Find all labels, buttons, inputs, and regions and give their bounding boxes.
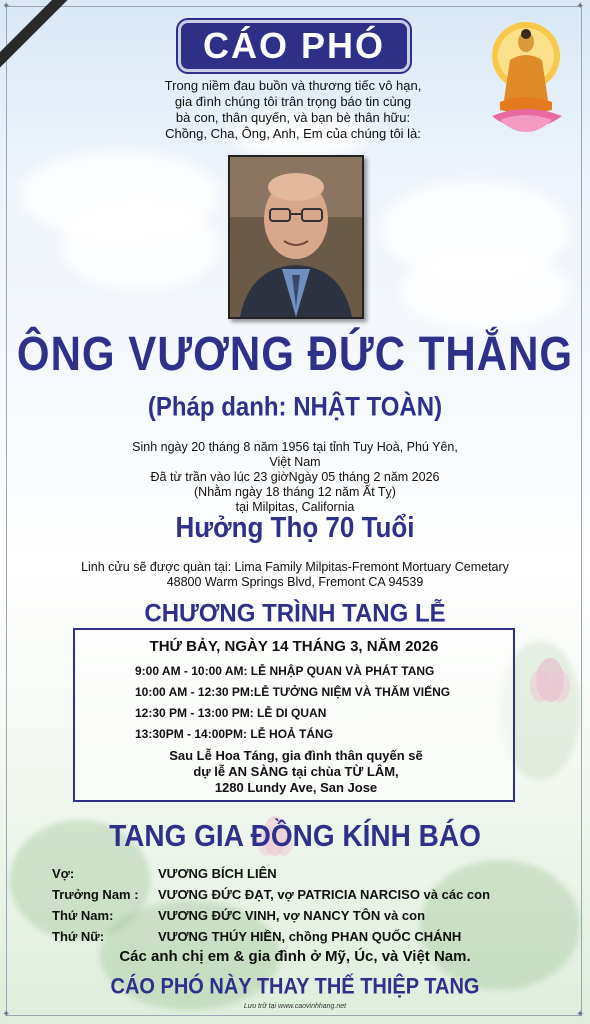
family-member [52, 908, 425, 923]
life-line: tại Milpitas, California [235, 500, 355, 514]
age-heading: Hưởng Thọ 70 Tuổi [175, 510, 415, 544]
family-names: VƯƠNG ĐỨC VINH, vợ NANCY TÔN và con [158, 908, 426, 923]
burial-line: 48800 Warm Springs Blvd, Fremont CA 94539 [166, 575, 424, 589]
family-member [52, 887, 490, 902]
program-date: THỨ BẢY, NGÀY 14 THÁNG 3, NĂM 2026 [149, 638, 439, 655]
family-role: Vợ: [52, 866, 75, 881]
note-line: dự lễ AN SÀNG tại chùa TỪ LÂM, [193, 764, 399, 779]
family-names: VƯƠNG ĐỨC ĐẠT, vợ PATRICIA NARCISO và các con [158, 887, 491, 902]
corner-ornament-icon: ✦ [2, 1009, 11, 1020]
life-details [120, 440, 470, 515]
family-names: VƯƠNG THÚY HIỀN, chồng PHAN QUỐC CHÁNH [158, 929, 462, 944]
family-names: VƯƠNG BÍCH LIÊN [158, 866, 277, 881]
note-line: 1280 Lundy Ave, San Jose [214, 780, 378, 795]
life-line: Đã từ trần vào lúc 23 giờNgày 05 tháng 2 năm 2026 [150, 470, 440, 484]
family-member [52, 929, 461, 944]
life-line: Sinh ngày 20 tháng 8 năm 1956 tại tỉnh Tuy Hoà, Phú Yên, Việt Nam [132, 440, 458, 469]
program-box [73, 628, 515, 802]
deceased-name: ÔNG VƯƠNG ĐỨC THẮNG [16, 326, 574, 381]
page-title: CÁO PHÓ [202, 25, 385, 66]
intro-line: gia đình chúng tôi trân trọng báo tin cùng [174, 94, 412, 109]
intro-line: Trong niềm đau buồn và thương tiếc vô hạn, [164, 78, 422, 93]
corner-ornament-icon: ✦ [576, 1, 585, 12]
burial-line: Linh cửu sẽ được quàn tại: Lima Family Milpitas-Fremont Mortuary Cemetary [81, 560, 509, 574]
relatives-line: Các anh chị em & gia đình ở Mỹ, Úc, và Việt Nam. [119, 948, 471, 965]
family-role: Thứ Nữ: [52, 929, 105, 944]
footer-notice: CÁO PHÓ NÀY THAY THẾ THIỆP TANG [110, 974, 480, 1000]
family-role: Trưởng Nam : [52, 887, 139, 902]
family-member [52, 866, 277, 881]
burial-location [40, 560, 550, 590]
corner-ornament-icon: ✦ [2, 1, 11, 12]
intro-text [120, 78, 466, 142]
note-line: Sau Lễ Hoa Táng, gia đình thân quyến sẽ [169, 748, 423, 763]
program-item: 9:00 AM - 10:00 AM: LỄ NHẬP QUAN VÀ PHÁT TANG [135, 664, 435, 678]
program-item: 12:30 PM - 13:00 PM: LỄ DI QUAN [135, 706, 327, 720]
corner-ornament-icon: ✦ [576, 1009, 585, 1020]
dharma-name: (Pháp danh: NHẬT TOÀN) [147, 392, 443, 423]
intro-line: bà con, thân quyến, và bạn bè thân hữu: [175, 110, 411, 125]
program-title: CHƯƠNG TRÌNH TANG LỄ [144, 599, 446, 628]
program-item: 10:00 AM - 12:30 PM:LỄ TƯỞNG NIỆM VÀ THĂM VIẾNG [135, 685, 451, 699]
portrait-photo [228, 155, 364, 319]
buddha-icon [486, 16, 576, 146]
life-line: (Nhằm ngày 18 tháng 12 năm Ất Tỵ) [194, 485, 396, 499]
family-role: Thứ Nam: [52, 908, 114, 923]
archive-credit: Lưu trữ tại www.caovinhhang.net [243, 1003, 347, 1010]
family-heading: TANG GIA ĐỒNG KÍNH BÁO [109, 818, 481, 853]
mourning-ribbon-icon [0, 0, 110, 110]
program-note [115, 748, 477, 796]
intro-line: Chồng, Cha, Ông, Anh, Em của chúng tôi là: [165, 126, 421, 141]
program-item: 13:30PM - 14:00PM: LỄ HOẢ TÁNG [135, 727, 334, 741]
title-banner [178, 20, 410, 72]
